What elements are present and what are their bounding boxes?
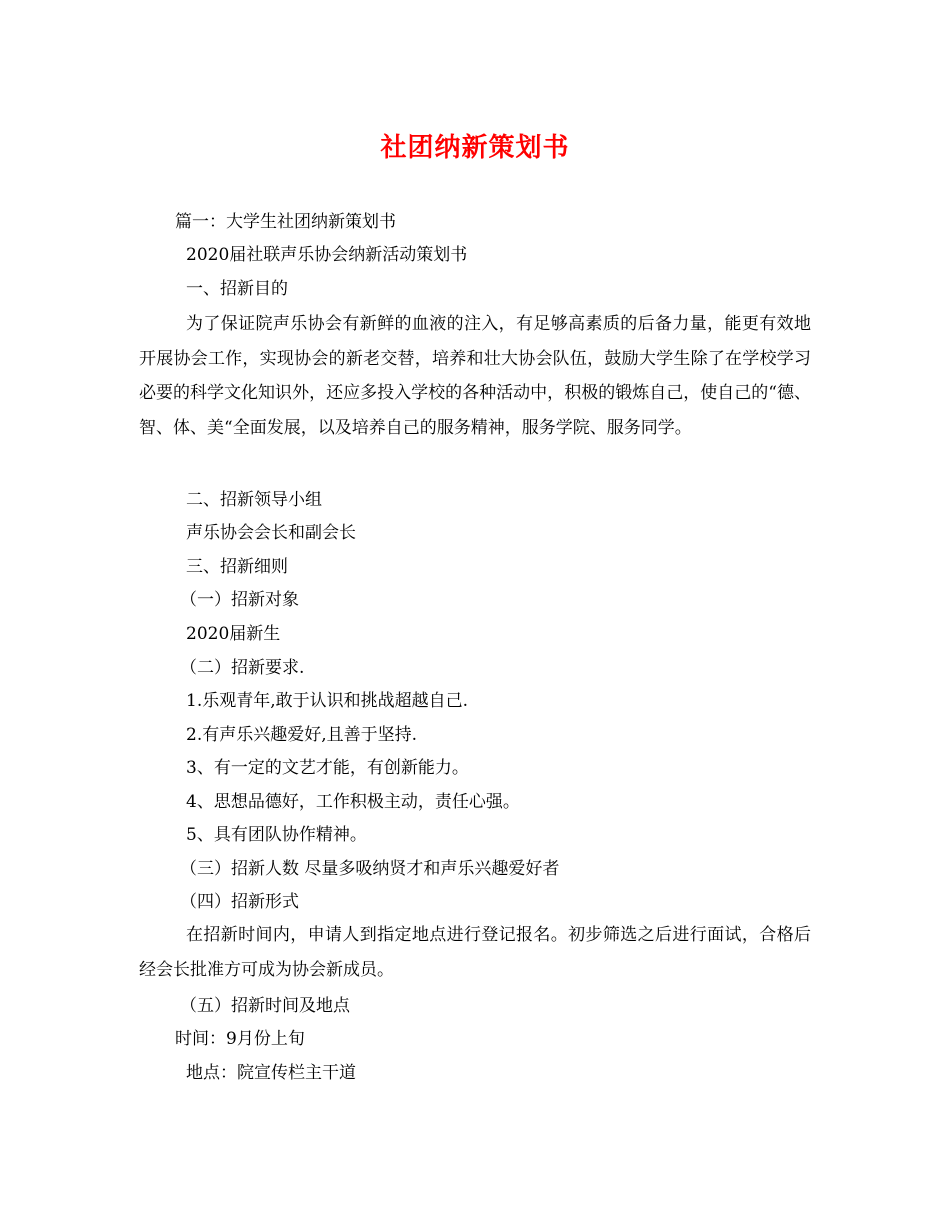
heading-recruit-number: （三）招新人数 尽量多吸纳贤才和声乐兴趣爱好者 <box>180 859 560 879</box>
paragraph-recruit-form: 在招新时间内，申请人到指定地点进行登记报名。初步筛选之后进行面试，合格后经会长批准方可成为协会新成员。 <box>139 925 811 980</box>
text-target: 2020届新生 <box>186 624 281 644</box>
requirement-item-5: 5、具有团队协作精神。 <box>186 825 367 845</box>
text-location: 地点：院宣传栏主干道 <box>186 1063 356 1083</box>
text-leadership-members: 声乐协会会长和副会长 <box>186 523 356 543</box>
requirement-item-1: 1.乐观青年,敢于认识和挑战超越自己. <box>186 691 469 711</box>
subtitle-plan-name: 2020届社联声乐协会纳新活动策划书 <box>186 245 468 265</box>
requirement-item-2: 2.有声乐兴趣爱好,且善于坚持. <box>186 725 418 745</box>
heading-rules: 三、招新细则 <box>186 557 288 577</box>
paragraph-purpose: 为了保证院声乐协会有新鲜的血液的注入，有足够高素质的后备力量，能更有效地开展协会工作，实现协会的新老交替，培养和壮大协会队伍，鼓励大学生除了在学校学习必要的科学文化知识外，还应多投入学校的各种活动中，积极的锻炼自己，使自己的“德、智、体、美“全面发展，以及培养自己的服务精神，服务学院、服务同学。 <box>139 314 811 438</box>
requirement-item-4: 4、思想品德好，工作积极主动，责任心强。 <box>186 792 520 812</box>
heading-target: （一）招新对象 <box>180 590 299 610</box>
document-title: 社团纳新策划书 <box>380 133 570 163</box>
heading-requirements: （二）招新要求. <box>180 658 305 678</box>
text-time: 时间：9月份上旬 <box>175 1029 305 1049</box>
section-heading-article-one: 篇一：大学生社团纳新策划书 <box>175 212 396 232</box>
heading-leadership-group: 二、招新领导小组 <box>186 490 322 510</box>
heading-recruit-form: （四）招新形式 <box>180 892 299 912</box>
heading-time-location: （五）招新时间及地点 <box>180 996 350 1016</box>
heading-purpose: 一、招新目的 <box>186 279 288 299</box>
requirement-item-3: 3、有一定的文艺才能，有创新能力。 <box>186 758 469 778</box>
